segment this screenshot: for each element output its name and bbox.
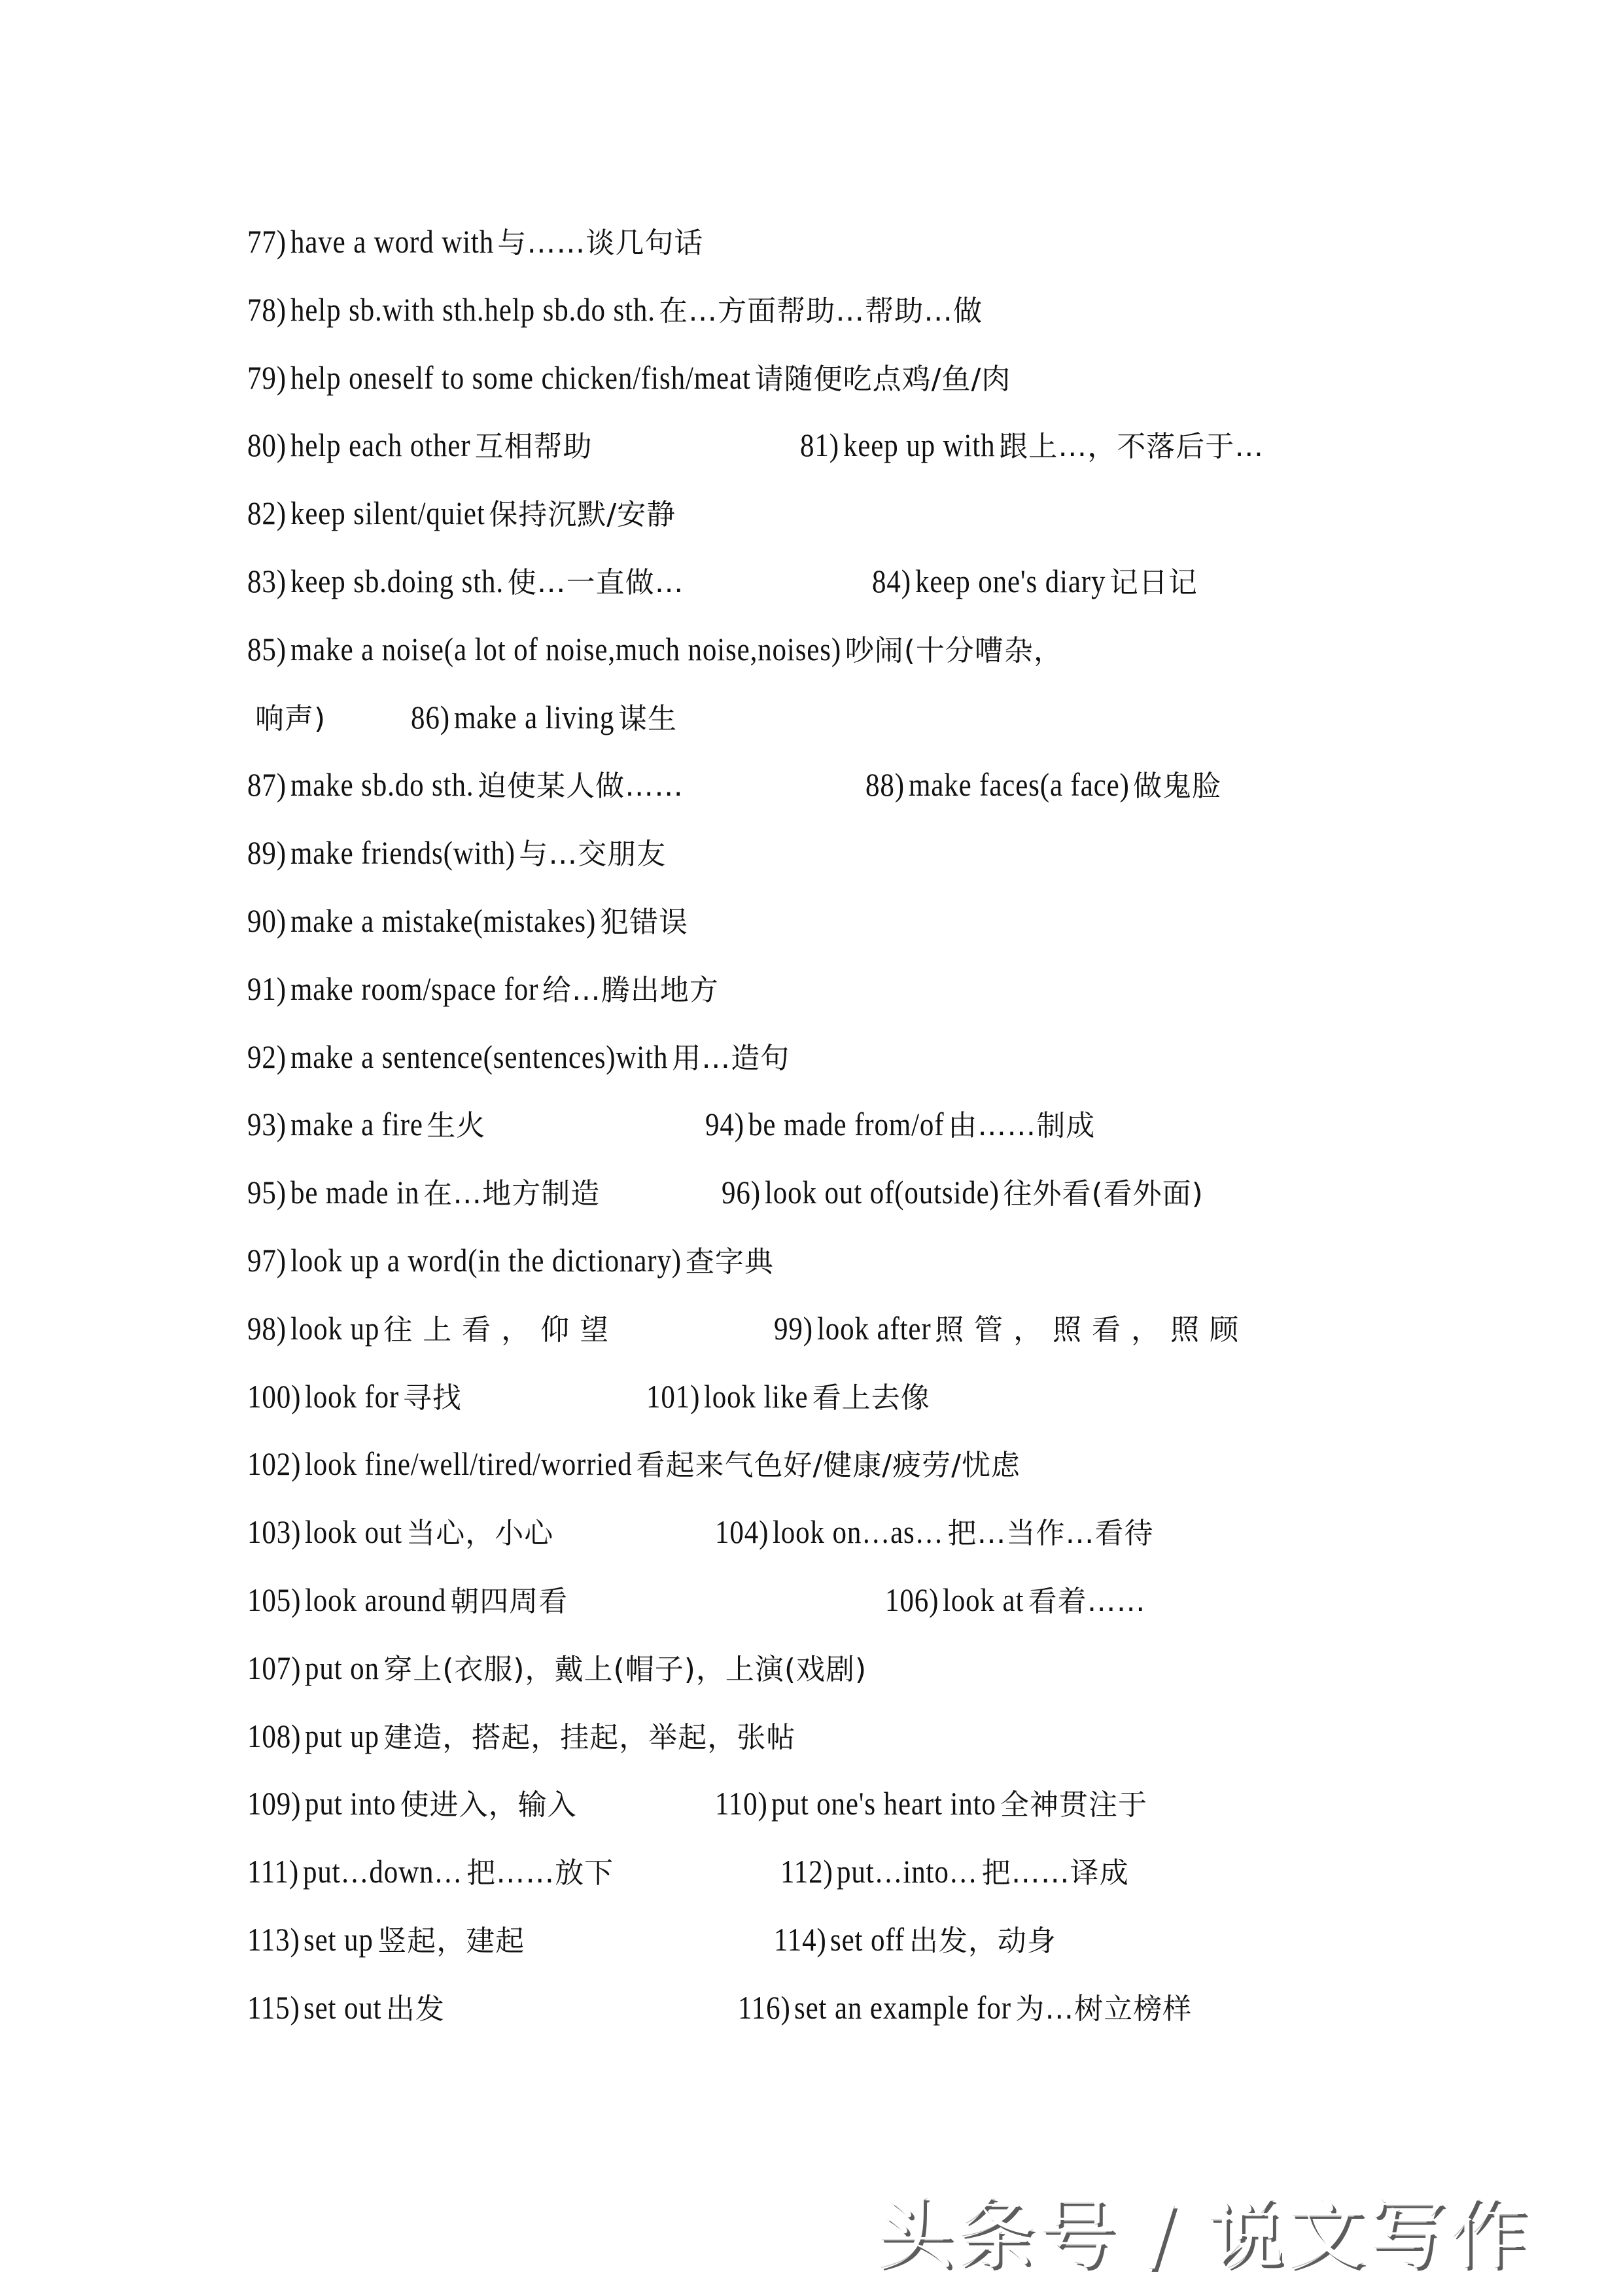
chinese-meaning: 出发，动身 [909,1924,1056,1958]
phrase-number: 105) [247,1581,302,1618]
chinese-meaning: 查字典 [685,1245,774,1279]
phrase-row [247,1974,1399,2042]
chinese-meaning: 做鬼脸 [1132,769,1221,804]
phrase-number: 80) [247,427,287,464]
phrase-number: 87) [247,766,287,804]
phrase-row [247,1838,1399,1906]
chinese-meaning: 看着…… [1028,1584,1146,1618]
phrase-entry [646,1363,930,1432]
chinese-meaning: 出发 [385,1992,445,2026]
chinese-meaning: 朝四周看 [450,1584,568,1618]
english-phrase: put on [304,1649,379,1686]
phrase-entry [247,1430,1021,1500]
phrase-number: 116) [738,1988,791,2026]
phrase-entry [722,1159,1204,1228]
phrase-entry [715,1498,1153,1568]
phrase-number: 89) [247,834,287,872]
phrase-row [247,1023,1399,1091]
phrase-row [247,1703,1399,1771]
chinese-meaning: 把……放下 [466,1856,614,1890]
chinese-meaning: 使…一直做… [507,565,684,599]
english-phrase: be made in [290,1174,419,1211]
phrase-entry [247,1634,867,1704]
phrase-number: 109) [247,1785,302,1822]
english-phrase: keep up with [843,427,996,464]
chinese-meaning: 为…树立榜样 [1015,1992,1193,2026]
phrase-entry [247,480,676,549]
chinese-meaning: 把…当作…看待 [947,1517,1154,1551]
english-phrase: look up a word(in the dictionary) [290,1241,682,1279]
phrase-entry [411,684,677,753]
chinese-meaning: 照 管 ， 照 看 ， 照 顾 [935,1313,1239,1347]
phrase-number: 85) [247,630,287,667]
phrase-entry [247,1770,577,1839]
phrase-number: 115) [247,1988,300,2026]
chinese-meaning: 由……制成 [948,1109,1096,1143]
chinese-meaning: 往 上 看 ， 仰 望 [383,1313,610,1347]
phrase-entry [872,548,1198,617]
phrase-number: 107) [247,1649,302,1686]
chinese-meaning: 用…造句 [672,1041,790,1075]
english-phrase: be made from/of [748,1106,945,1143]
phrase-number: 100) [247,1377,302,1415]
english-phrase: keep one's diary [915,562,1106,599]
chinese-meaning: 穿上(衣服)，戴上(帽子)，上演(戏剧) [383,1652,867,1686]
chinese-meaning: 互相帮助 [474,430,593,464]
phrase-entry [247,1974,445,2043]
phrase-number: 81) [800,427,839,464]
phrase-number: 114) [774,1920,827,1958]
phrase-number: 82) [247,495,287,532]
phrase-number: 108) [247,1717,302,1754]
phrase-number: 79) [247,359,287,396]
phrase-row [247,1906,1399,1974]
phrase-entry [247,1363,462,1432]
english-phrase: look for [304,1377,400,1415]
phrase-number: 106) [885,1581,939,1618]
english-phrase: put one's heart into [771,1785,997,1822]
english-phrase: help sb.with sth.help sb.do sth. [290,291,655,328]
phrase-number: 111) [247,1853,300,1890]
english-phrase: help each other [290,427,471,464]
english-phrase: look at [942,1581,1024,1618]
phrase-entry [247,684,326,753]
phrase-row [247,1634,1399,1703]
chinese-meaning: 看上去像 [812,1381,930,1415]
chinese-meaning: 与……谈几句话 [497,226,704,260]
english-phrase: help oneself to some chicken/fish/meat [290,359,751,396]
phrase-entry [247,344,1011,414]
phrase-entry [247,412,593,481]
phrase-entry [247,548,684,617]
english-phrase: have a word with [290,223,494,260]
phrase-entry [247,819,666,889]
phrase-entry [247,1703,795,1772]
phrase-entry [774,1906,1056,1975]
phrase-row [247,684,1399,752]
phrase-row [247,1363,1399,1431]
watermark: 头条号 / 说文写作 [877,2189,1531,2280]
english-phrase: keep silent/quiet [290,495,485,532]
english-phrase: put…into… [837,1853,979,1890]
phrase-row [247,819,1399,887]
english-phrase: make sb.do sth. [290,766,474,804]
phrase-number: 104) [715,1513,769,1551]
phrase-number: 99) [774,1309,813,1347]
chinese-meaning: 建造，搭起，挂起，举起，张帖 [383,1720,796,1754]
phrase-entry [780,1838,1129,1907]
english-phrase: look like [703,1377,809,1415]
phrase-entry [247,1838,614,1907]
chinese-meaning: 寻找 [402,1381,462,1415]
chinese-meaning: 给…腾出地方 [542,973,719,1007]
phrase-number: 101) [646,1377,701,1415]
phrase-number: 95) [247,1174,287,1211]
phrase-number: 90) [247,902,287,939]
phrase-row [247,751,1399,819]
phrase-row [247,548,1399,616]
chinese-meaning: 保持沉默/安静 [489,498,676,532]
english-phrase: make a fire [290,1106,423,1143]
phrase-entry [738,1974,1192,2043]
phrase-entry [774,1295,1239,1364]
chinese-meaning: 把……译成 [981,1856,1129,1890]
english-phrase: make room/space for [290,970,538,1007]
phrase-entry [247,1295,609,1364]
phrase-row [247,955,1399,1023]
phrase-entry [247,955,719,1025]
phrase-entry [247,751,684,821]
chinese-meaning: 记日记 [1109,565,1198,599]
english-phrase: set up [304,1920,374,1958]
phrase-entry [885,1566,1146,1636]
phrase-number: 102) [247,1445,302,1483]
phrase-number: 91) [247,970,287,1007]
english-phrase: set out [304,1988,382,2026]
english-phrase: look out of(outside) [764,1174,1000,1211]
phrase-number: 94) [705,1106,744,1143]
phrase-row [247,1430,1399,1498]
english-phrase: look on…as… [772,1513,944,1551]
english-phrase: look out [304,1513,402,1551]
phrase-row [247,480,1399,548]
phrase-entry [247,1227,774,1296]
english-phrase: make faces(a face) [908,766,1130,804]
phrase-row [247,412,1399,480]
phrase-row [247,344,1399,412]
phrase-number: 98) [247,1309,287,1347]
english-phrase: make a mistake(mistakes) [290,902,596,939]
chinese-meaning: 生火 [427,1109,486,1143]
english-phrase: look after [816,1309,932,1347]
phrase-row [247,1091,1399,1159]
phrase-number: 77) [247,223,287,260]
phrase-entry [247,1091,485,1160]
phrase-list [247,208,1399,2042]
chinese-meaning: 使进入，输入 [400,1788,577,1822]
chinese-meaning: 跟上…，不落后于… [999,430,1265,464]
english-phrase: put…down… [303,1853,463,1890]
english-phrase: set off [830,1920,905,1958]
chinese-meaning: 竖起，建起 [377,1924,525,1958]
chinese-meaning: 吵闹(十分嘈杂， [845,633,1063,667]
english-phrase: put into [304,1785,396,1822]
english-phrase: make a living [453,698,614,735]
phrase-entry [865,751,1221,821]
phrase-row [247,1227,1399,1295]
phrase-number: 84) [872,562,911,599]
english-phrase: look around [304,1581,446,1618]
phrase-number: 93) [247,1106,287,1143]
phrase-entry [715,1770,1147,1839]
phrase-row [247,1566,1399,1634]
phrase-row [247,1295,1399,1363]
phrase-number: 113) [247,1920,300,1958]
chinese-meaning: 谋生 [618,701,677,735]
phrase-entry [705,1091,1095,1160]
chinese-meaning: 犯错误 [600,905,689,939]
phrase-row [247,1770,1399,1838]
phrase-entry [247,276,983,345]
english-phrase: look up [290,1309,379,1347]
phrase-entry [247,887,688,957]
phrase-entry [247,1906,525,1975]
phrase-number: 96) [722,1174,761,1211]
phrase-number: 97) [247,1241,287,1279]
english-phrase: make friends(with) [290,834,515,872]
chinese-meaning: 在…方面帮助…帮助…做 [659,294,983,328]
english-phrase: look fine/well/tired/worried [304,1445,633,1483]
phrase-number: 83) [247,562,287,599]
phrase-entry [247,1498,553,1568]
phrase-row [247,616,1399,684]
chinese-meaning: 请随便吃点鸡/鱼/肉 [754,362,1011,396]
chinese-meaning: 与…交朋友 [519,838,667,872]
phrase-row [247,1159,1399,1227]
chinese-meaning: 迫使某人做…… [478,769,684,804]
phrase-row [247,1498,1399,1566]
phrase-entry [247,1159,600,1228]
english-phrase: make a noise(a lot of noise,much noise,noises) [290,630,841,667]
phrase-row [247,276,1399,344]
phrase-number: 78) [247,291,287,328]
phrase-entry [247,1023,790,1093]
phrase-row [247,208,1399,276]
english-phrase: put up [304,1717,379,1754]
phrase-number: 110) [715,1785,768,1822]
chinese-meaning: 全神贯注于 [1000,1788,1148,1822]
phrase-entry [247,208,703,277]
english-phrase: set an example for [794,1988,1012,2026]
phrase-number: 86) [411,698,450,735]
english-phrase: keep sb.doing sth. [290,562,504,599]
phrase-number: 92) [247,1038,287,1075]
english-phrase: make a sentence(sentences)with [290,1038,668,1075]
phrase-row [247,887,1399,955]
phrase-entry [800,412,1264,481]
phrase-number: 88) [865,766,905,804]
chinese-meaning: 往外看(看外面) [1003,1177,1204,1211]
chinese-meaning: 响声) [255,701,326,735]
chinese-meaning: 看起来气色好/健康/疲劳/忧虑 [636,1449,1021,1483]
chinese-meaning: 当心，小心 [406,1517,554,1551]
chinese-meaning: 在…地方制造 [423,1177,601,1211]
phrase-number: 112) [780,1853,833,1890]
phrase-number: 103) [247,1513,302,1551]
phrase-entry [247,616,1063,685]
phrase-entry [247,1566,568,1636]
